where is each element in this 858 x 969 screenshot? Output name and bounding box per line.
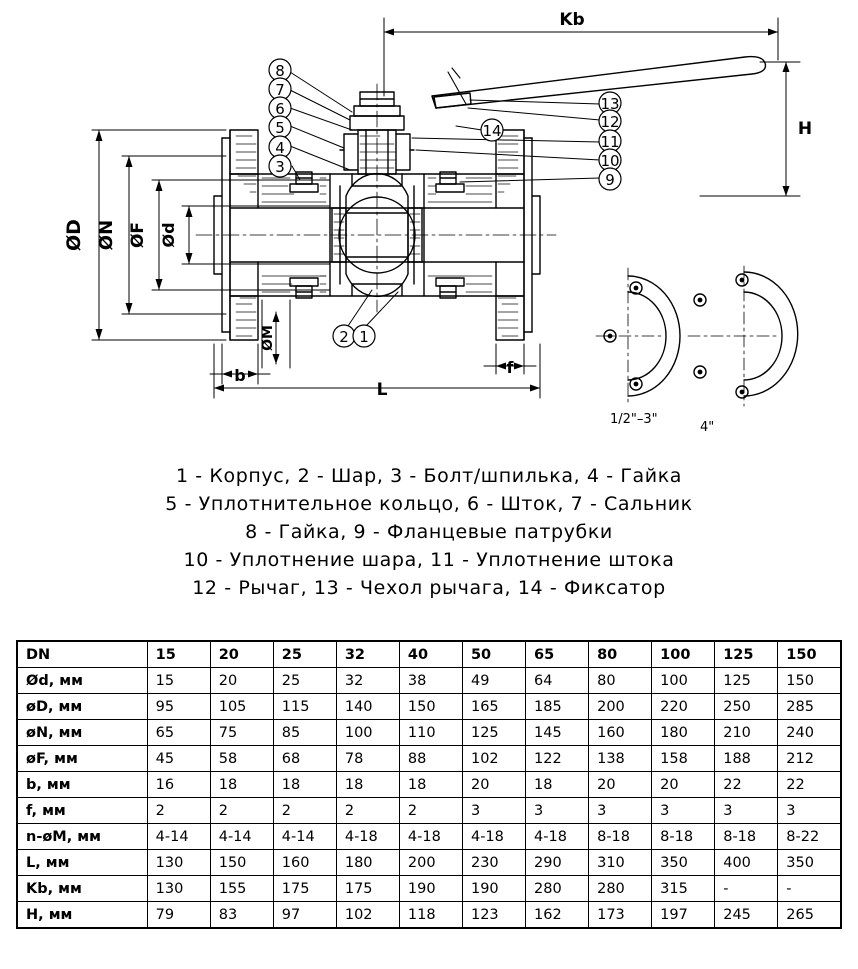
table-header-row (17, 641, 841, 668)
table-cell: 265 (778, 902, 841, 929)
flange-view-caption-large: 4" (700, 420, 715, 435)
table-cell: 160 (273, 850, 336, 876)
label-h: H (797, 119, 813, 139)
balloon-13: 13 (600, 95, 620, 113)
table-cell: 158 (652, 746, 715, 772)
table-cell: 22 (778, 772, 841, 798)
balloon-9: 9 (605, 171, 615, 189)
table-cell: 16 (147, 772, 210, 798)
table-cell: 4-18 (336, 824, 399, 850)
balloon-leaders-right (412, 100, 600, 182)
table-row (17, 850, 841, 876)
table-cell: 400 (715, 850, 778, 876)
table-cell: 95 (147, 694, 210, 720)
legend-line: 5 - Уплотнительное кольцо, 6 - Шток, 7 - Сальник (165, 493, 693, 515)
table-cell: 49 (462, 668, 525, 694)
table-row (17, 824, 841, 850)
table-cell: 220 (652, 694, 715, 720)
row-label: f, мм (17, 798, 147, 824)
table-header-cell: 15 (147, 641, 210, 668)
table-cell: 200 (589, 694, 652, 720)
row-label: Kb, мм (17, 876, 147, 902)
table-cell: 4-14 (147, 824, 210, 850)
balloon-7: 7 (275, 81, 285, 99)
balloon-3: 3 (275, 158, 285, 176)
table-cell: 125 (715, 668, 778, 694)
table-cell: 20 (462, 772, 525, 798)
table-cell: 350 (778, 850, 841, 876)
label-face-diameter: ØF (128, 221, 148, 249)
table-cell: 110 (399, 720, 462, 746)
table-row (17, 720, 841, 746)
table-cell: 310 (589, 850, 652, 876)
table-cell: 88 (399, 746, 462, 772)
table-cell: 64 (526, 668, 589, 694)
table-cell: 115 (273, 694, 336, 720)
table-row (17, 876, 841, 902)
table-cell: 125 (462, 720, 525, 746)
table-header-cell: 40 (399, 641, 462, 668)
table-cell: 210 (715, 720, 778, 746)
label-bore-diameter: Ød (159, 222, 178, 248)
table-cell: 173 (589, 902, 652, 929)
table-cell: 250 (715, 694, 778, 720)
table-cell: 68 (273, 746, 336, 772)
table-cell: 180 (336, 850, 399, 876)
table-cell: 200 (399, 850, 462, 876)
table-cell: 8-18 (589, 824, 652, 850)
table-cell: 78 (336, 746, 399, 772)
balloon-5: 5 (275, 119, 285, 137)
table-cell: 118 (399, 902, 462, 929)
table-cell: 162 (526, 902, 589, 929)
table-cell: 150 (399, 694, 462, 720)
row-label: øF, мм (17, 746, 147, 772)
table-cell: 105 (210, 694, 273, 720)
table-cell: 22 (715, 772, 778, 798)
table-cell: 18 (273, 772, 336, 798)
table-cell: 4-18 (526, 824, 589, 850)
table-cell: 65 (147, 720, 210, 746)
table-cell: 20 (210, 668, 273, 694)
table-cell: 280 (526, 876, 589, 902)
table-cell: 45 (147, 746, 210, 772)
table-cell: 8-22 (778, 824, 841, 850)
flange-view-caption-small: 1/2"–3" (610, 412, 658, 427)
table-cell: - (715, 876, 778, 902)
dimensions-table (16, 640, 842, 929)
table-cell: 2 (147, 798, 210, 824)
flange-face-large (688, 266, 798, 406)
flange-face-small (596, 268, 680, 404)
row-label: øN, мм (17, 720, 147, 746)
row-label: Ød, мм (17, 668, 147, 694)
label-outer-diameter: ØD (63, 219, 85, 251)
table-cell: 188 (715, 746, 778, 772)
table-cell: 4-14 (273, 824, 336, 850)
table-cell: 130 (147, 876, 210, 902)
table-header-cell: 32 (336, 641, 399, 668)
table-cell: 8-18 (715, 824, 778, 850)
row-label: H, мм (17, 902, 147, 929)
table-cell: 180 (652, 720, 715, 746)
table-header-cell: 150 (778, 641, 841, 668)
table-cell: 230 (462, 850, 525, 876)
balloon-leaders-left (290, 72, 352, 180)
balloon-11: 11 (600, 133, 620, 151)
table-cell: 18 (526, 772, 589, 798)
table-cell: 102 (336, 902, 399, 929)
table-cell: 3 (715, 798, 778, 824)
balloon-1: 1 (359, 328, 369, 346)
table-cell: 160 (589, 720, 652, 746)
dimension-h (700, 62, 800, 196)
table-cell: 32 (336, 668, 399, 694)
table-cell: 8-18 (652, 824, 715, 850)
legend-line: 10 - Уплотнение шара, 11 - Уплотнение штока (183, 549, 675, 571)
table-cell: 3 (778, 798, 841, 824)
balloon-4: 4 (275, 139, 285, 157)
table-cell: 280 (589, 876, 652, 902)
table-cell: 15 (147, 668, 210, 694)
table-row (17, 902, 841, 929)
table-cell: 165 (462, 694, 525, 720)
balloon-10: 10 (600, 152, 620, 170)
table-cell: 185 (526, 694, 589, 720)
table-header-cell: 65 (526, 641, 589, 668)
table-cell: 3 (652, 798, 715, 824)
label-bolt-hole-diameter: ØM (260, 325, 276, 351)
table-header-cell: DN (17, 641, 147, 668)
table-cell: 4-14 (210, 824, 273, 850)
table-cell: 240 (778, 720, 841, 746)
table-cell: 58 (210, 746, 273, 772)
table-header-cell: 80 (589, 641, 652, 668)
table-row (17, 694, 841, 720)
balloon-circles (269, 59, 621, 347)
table-cell: 4-18 (399, 824, 462, 850)
centerlines (196, 84, 556, 312)
table-cell: 2 (399, 798, 462, 824)
label-bolt-circle: ØN (96, 219, 117, 251)
table-cell: 138 (589, 746, 652, 772)
table-cell: 3 (462, 798, 525, 824)
table-cell: 122 (526, 746, 589, 772)
parts-legend (0, 462, 858, 602)
table-cell: 190 (399, 876, 462, 902)
table-cell: 2 (210, 798, 273, 824)
table-cell: 315 (652, 876, 715, 902)
table-cell: 3 (526, 798, 589, 824)
table-cell: 123 (462, 902, 525, 929)
table-cell: 85 (273, 720, 336, 746)
table-cell: 4-18 (462, 824, 525, 850)
legend-line: 8 - Гайка, 9 - Фланцевые патрубки (245, 521, 613, 543)
table-cell: 2 (336, 798, 399, 824)
row-label: n-øM, мм (17, 824, 147, 850)
table-cell: 140 (336, 694, 399, 720)
legend-line: 1 - Корпус, 2 - Шар, 3 - Болт/шпилька, 4 - Гайка (175, 465, 683, 487)
label-kb: Kb (559, 10, 585, 30)
table-header-cell: 100 (652, 641, 715, 668)
table-cell: 175 (336, 876, 399, 902)
table-row (17, 746, 841, 772)
table-cell: 245 (715, 902, 778, 929)
table-cell: 100 (652, 668, 715, 694)
balloon-12: 12 (600, 113, 620, 131)
table-cell: 285 (778, 694, 841, 720)
table-cell: 197 (652, 902, 715, 929)
table-cell: 130 (147, 850, 210, 876)
table-cell: 83 (210, 902, 273, 929)
table-cell: 80 (589, 668, 652, 694)
table-cell: 212 (778, 746, 841, 772)
balloon-8: 8 (275, 62, 285, 80)
table-cell: 290 (526, 850, 589, 876)
legend-line: 12 - Рычаг, 13 - Чехол рычага, 14 - Фиксатор (192, 577, 666, 599)
table-cell: 100 (336, 720, 399, 746)
table-header-cell: 50 (462, 641, 525, 668)
table-cell: 38 (399, 668, 462, 694)
table-cell: - (778, 876, 841, 902)
table-header-cell: 125 (715, 641, 778, 668)
table-header-cell: 20 (210, 641, 273, 668)
table-cell: 18 (210, 772, 273, 798)
table-cell: 150 (778, 668, 841, 694)
balloon-2: 2 (339, 328, 349, 346)
table-cell: 150 (210, 850, 273, 876)
balloon-14: 14 (482, 122, 502, 140)
table-cell: 3 (589, 798, 652, 824)
table-cell: 155 (210, 876, 273, 902)
table-row (17, 798, 841, 824)
row-label: øD, мм (17, 694, 147, 720)
table-cell: 79 (147, 902, 210, 929)
table-cell: 75 (210, 720, 273, 746)
label-l: L (376, 380, 388, 400)
table-cell: 2 (273, 798, 336, 824)
balloon-6: 6 (275, 100, 285, 118)
table-cell: 18 (399, 772, 462, 798)
table-cell: 20 (589, 772, 652, 798)
table-cell: 97 (273, 902, 336, 929)
table-row (17, 772, 841, 798)
table-cell: 350 (652, 850, 715, 876)
row-label: L, мм (17, 850, 147, 876)
label-b: b (234, 366, 246, 385)
label-f: f (506, 358, 514, 377)
row-label: b, мм (17, 772, 147, 798)
table-cell: 145 (526, 720, 589, 746)
table-row (17, 668, 841, 694)
valve-assembly-drawing (0, 0, 858, 450)
drawing-svg (0, 0, 858, 450)
table-cell: 25 (273, 668, 336, 694)
table-cell: 20 (652, 772, 715, 798)
table-cell: 190 (462, 876, 525, 902)
table-cell: 18 (336, 772, 399, 798)
table-cell: 102 (462, 746, 525, 772)
table-header-cell: 25 (273, 641, 336, 668)
table-cell: 175 (273, 876, 336, 902)
